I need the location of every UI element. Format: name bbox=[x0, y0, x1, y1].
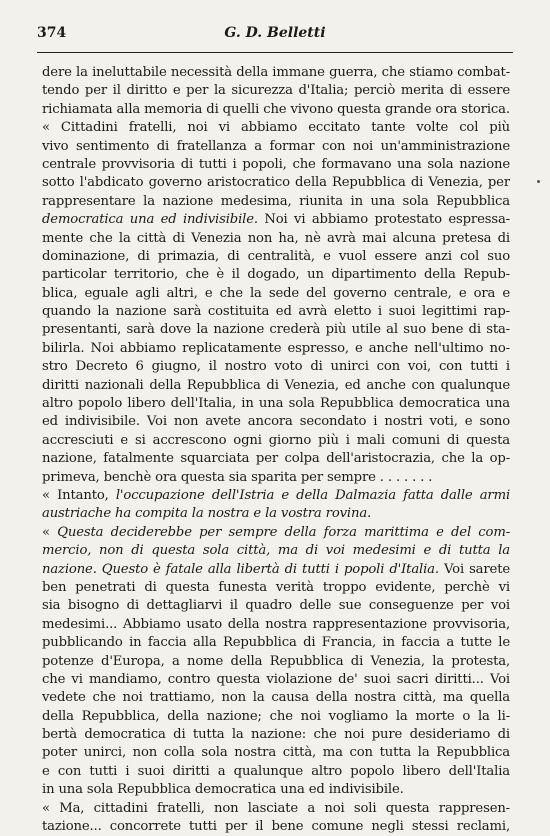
text-line: « Intanto, l'occupazione dell'Istria e della Dalmazia fatta dalle armi bbox=[42, 487, 510, 503]
text-line: altro popolo libero dell'Italia, in una sola Repubblica democratica una bbox=[42, 396, 510, 412]
text-line: che vi mandiamo, contro questa violazione de' suoi sacri diritti... Voi bbox=[42, 671, 510, 687]
text-line: accresciuti e si accrescono ogni giorno più i mali comuni di questa bbox=[42, 432, 510, 448]
text-line: poter unirci, non colla sola nostra città, ma con tutta la Repubblica bbox=[42, 745, 510, 761]
print-speck bbox=[537, 180, 540, 183]
text-line: tazione... concorrete tutti per il bene comune negli stessi reclami, bbox=[42, 819, 510, 835]
text-line: rappresentare la nazione medesima, riunita in una sola Repubblica bbox=[42, 193, 510, 209]
text-line: ben penetrati di questa funesta verità troppo evidente, perchè vi bbox=[42, 579, 510, 595]
text-line: bilirla. Noi abbiamo replicatamente espresso, e anche nell'ultimo no- bbox=[42, 340, 510, 356]
text-line: in una sola Repubblica democratica una ed indivisibile. bbox=[42, 782, 404, 798]
text-line: ed indivisibile. Voi non avete ancora secondato i nostri voti, e sono bbox=[42, 414, 510, 430]
text-line: richiamata alla memoria di quelli che vivono questa grande ora storica. bbox=[42, 101, 510, 117]
running-head: G. D. Belletti bbox=[224, 25, 326, 41]
page-number: 374 bbox=[37, 25, 67, 41]
text-line: particolar territorio, che è il dogado, un dipartimento della Repub- bbox=[42, 267, 510, 283]
page-header bbox=[37, 25, 513, 47]
header-rule bbox=[37, 52, 513, 53]
text-line: « Questa deciderebbe per sempre della forza marittima e del com- bbox=[42, 524, 510, 540]
text-line: dominazione, di primazia, di centralità, e vuol essere anzi col suo bbox=[42, 248, 510, 264]
text-line: e con tutti i suoi diritti a qualunque altro popolo libero dell'Italia bbox=[42, 763, 510, 779]
text-line: « Ma, cittadini fratelli, non lasciate a noi soli questa rappresen- bbox=[42, 800, 510, 816]
text-line: blica, eguale agli altri, e che la sede del governo centrale, e ora e bbox=[42, 285, 510, 301]
text-line: centrale provvisoria di tutti i popoli, che formavano una sola nazione bbox=[42, 156, 510, 172]
text-line: nazione. Questo è fatale alla libertà di tutti i popoli d'Italia. Voi sarete bbox=[42, 561, 510, 577]
text-line: bertà democratica di tutta la nazione: che noi pure desideriamo di bbox=[42, 727, 510, 743]
text-line: quando la nazione sarà costituita ed avrà eletto i suoi legittimi rap- bbox=[42, 304, 510, 320]
text-line: potenze d'Europa, a nome della Repubblica di Venezia, la protesta, bbox=[42, 653, 510, 669]
text-line: mente che la città di Venezia non ha, nè avrà mai alcuna pretesa di bbox=[42, 230, 510, 246]
text-line: democratica una ed indivisibile. Noi vi abbiamo protestato espressa- bbox=[42, 212, 510, 228]
text-line: stro Decreto 6 giugno, il nostro voto di unirci con voi, con tutti i bbox=[42, 359, 510, 375]
text-line: diritti nazionali della Repubblica di Venezia, ed anche con qualunque bbox=[42, 377, 510, 393]
text-line: dere la ineluttabile necessità della immane guerra, che stiamo combat- bbox=[42, 65, 510, 80]
text-line: austriache ha compita la nostra e la vostra rovina. bbox=[42, 506, 372, 522]
text-line: sia bisogno di dettagliarvi il quadro delle sue conseguenze per voi bbox=[42, 598, 510, 614]
body-text bbox=[42, 64, 510, 836]
text-line: nazione, fatalmente squarciata per colpa dell'aristocrazia, che la op- bbox=[42, 451, 510, 467]
text-line: presentanti, sarà dove la nazione crederà più utile al suo bene di sta- bbox=[42, 322, 510, 338]
text-line: vedete che noi trattiamo, non la causa della nostra città, ma quella bbox=[42, 690, 510, 706]
text-line: mercio, non di questa sola città, ma di voi medesimi e di tutta la bbox=[42, 543, 510, 559]
text-line: « Cittadini fratelli, noi vi abbiamo eccitato tante volte col più bbox=[42, 120, 510, 136]
text-line: della Repubblica, della nazione; che noi vogliamo la morte o la li- bbox=[42, 708, 510, 724]
text-line: primeva, benchè ora questa sia sparita per sempre . . . . . . . bbox=[42, 469, 433, 485]
text-line: medesimi... Abbiamo usato della nostra rappresentazione provvisoria, bbox=[42, 616, 510, 632]
text-line: sotto l'abdicato governo aristocratico della Repubblica di Venezia, per bbox=[42, 175, 510, 191]
text-line: tendo per il diritto e per la sicurezza d'Italia; perciò merita di essere bbox=[42, 83, 510, 99]
text-line: vivo sentimento di fratellanza a formar con noi un'amministrazione bbox=[42, 138, 510, 154]
text-line: pubblicando in faccia alla Repubblica di Francia, in faccia a tutte le bbox=[42, 635, 510, 651]
